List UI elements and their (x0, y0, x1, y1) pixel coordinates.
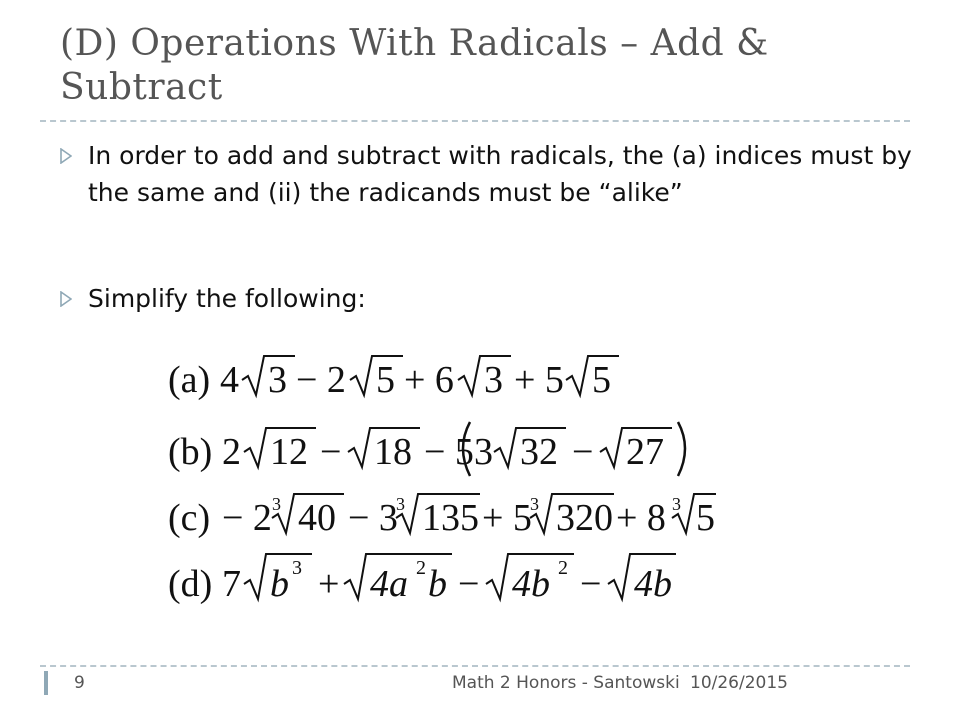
eq-c-radicand-4: 5 (696, 497, 715, 539)
title-divider (40, 120, 910, 122)
eq-d-exp-2: 2 (416, 557, 426, 579)
eq-d-coef-1: 7 (222, 563, 241, 605)
eq-c-label: (c) (168, 497, 211, 539)
page-number: 9 (74, 673, 85, 693)
eq-a-op-2: − 2 (296, 359, 346, 401)
eq-a-label: (a) (168, 359, 211, 401)
eq-d-label: (d) (168, 563, 213, 605)
eq-b-op-4: − (572, 431, 594, 473)
eq-d-exp-3: 2 (558, 557, 568, 579)
eq-b-op-3: − 5 (424, 431, 474, 473)
eq-a-op-3: + 6 (404, 359, 454, 401)
eq-b-op-2: − (320, 431, 342, 473)
eq-a-radicand-2: 5 (376, 359, 395, 401)
bullet-1-icon (60, 148, 72, 164)
eq-c-op-3: + 5 (482, 497, 532, 539)
bullet-2-text: Simplify the following: (88, 284, 366, 313)
eq-a-radicand-1: 3 (268, 359, 287, 401)
eq-d-op-3: − (458, 563, 480, 605)
eq-d-radicand-2a: 4a (370, 563, 408, 605)
eq-c-op-4: + 8 (616, 497, 666, 539)
eq-a-op-4: + 5 (514, 359, 564, 401)
eq-a-coef-1: 4 (220, 359, 239, 401)
eq-c-op-1: − 2 (222, 497, 272, 539)
eq-c-index-1: 3 (272, 494, 281, 514)
eq-c-radicand-2: 135 (422, 497, 479, 539)
eq-b-label: (b) (168, 431, 213, 473)
eq-b-radicand-2: 18 (374, 431, 412, 473)
eq-d-exp-1: 3 (292, 557, 302, 579)
eq-d-radicand-2b: b (428, 563, 447, 605)
eq-b-radicand-4: 27 (626, 431, 664, 473)
slide-title: (D) Operations With Radicals – Add & Subtract (60, 23, 769, 108)
eq-c-index-2: 3 (396, 494, 405, 514)
footer-date: 10/26/2015 (690, 673, 788, 693)
footer-course: Math 2 Honors - Santowski (452, 673, 680, 693)
bullet-1-text: In order to add and subtract with radicals, the (a) indices must by the same and (ii) the radicands must be “alike” (88, 141, 912, 207)
equation-a (168, 350, 628, 410)
eq-d-radicand-1: b (270, 563, 289, 605)
equation-b (168, 418, 698, 482)
eq-d-op-2: + (318, 563, 340, 605)
eq-a-radicand-3: 3 (484, 359, 503, 401)
eq-a-radicand-4: 5 (592, 359, 611, 401)
eq-d-radicand-4: 4b (634, 563, 672, 605)
eq-c-radicand-3: 320 (556, 497, 613, 539)
eq-c-index-4: 3 (672, 494, 681, 514)
equation-c (168, 488, 728, 548)
eq-c-index-3: 3 (530, 494, 539, 514)
eq-b-radicand-3: 32 (520, 431, 558, 473)
eq-b-coef-4: 3 (474, 431, 493, 473)
eq-d-radicand-3: 4b (512, 563, 550, 605)
footer-accent-bar (44, 671, 48, 695)
footer-divider (40, 665, 910, 667)
eq-b-radicand-1: 12 (270, 431, 308, 473)
right-paren (678, 422, 685, 476)
eq-b-coef-1: 2 (222, 431, 241, 473)
eq-d-op-4: − (580, 563, 602, 605)
eq-c-radicand-1: 40 (298, 497, 336, 539)
eq-c-op-2: − 3 (348, 497, 398, 539)
equation-d (168, 548, 698, 612)
bullet-2-icon (60, 291, 72, 307)
